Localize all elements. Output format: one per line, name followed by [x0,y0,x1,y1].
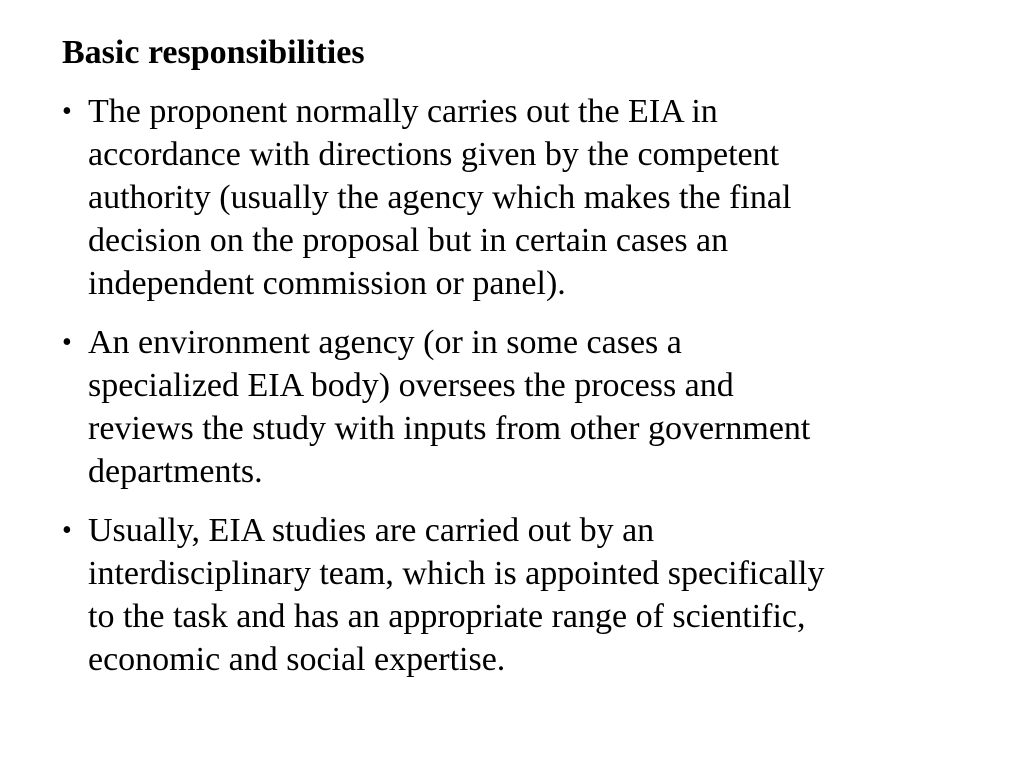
bullet-item [62,90,962,305]
bullet-icon: • [62,515,72,546]
bullet-text-line: interdisciplinary team, which is appointed specifically [88,555,825,592]
bullet-text-line: The proponent normally carries out the EIA in [88,93,718,130]
bullet-icon: • [62,327,72,358]
bullet-text-line: to the task and has an appropriate range of scientific, [88,598,806,635]
bullet-list [62,90,962,697]
bullet-icon: • [62,96,72,127]
bullet-text-line: economic and social expertise. [88,641,506,678]
bullet-text-line: An environment agency (or in some cases a [88,324,682,361]
bullet-text-line: independent commission or panel). [88,265,566,302]
bullet-text-line: reviews the study with inputs from other government [88,410,811,447]
bullet-item [62,321,962,493]
bullet-text-line: decision on the proposal but in certain cases an [88,222,729,259]
bullet-text-line: Usually, EIA studies are carried out by an [88,512,655,549]
bullet-text-line: accordance with directions given by the competent [88,136,780,173]
bullet-text-line: departments. [88,453,263,490]
slide-title: Basic responsibilities [62,34,365,71]
bullet-text-line: authority (usually the agency which makes the final [88,179,792,216]
bullet-text-line: specialized EIA body) oversees the process and [88,367,734,404]
bullet-item [62,509,962,681]
